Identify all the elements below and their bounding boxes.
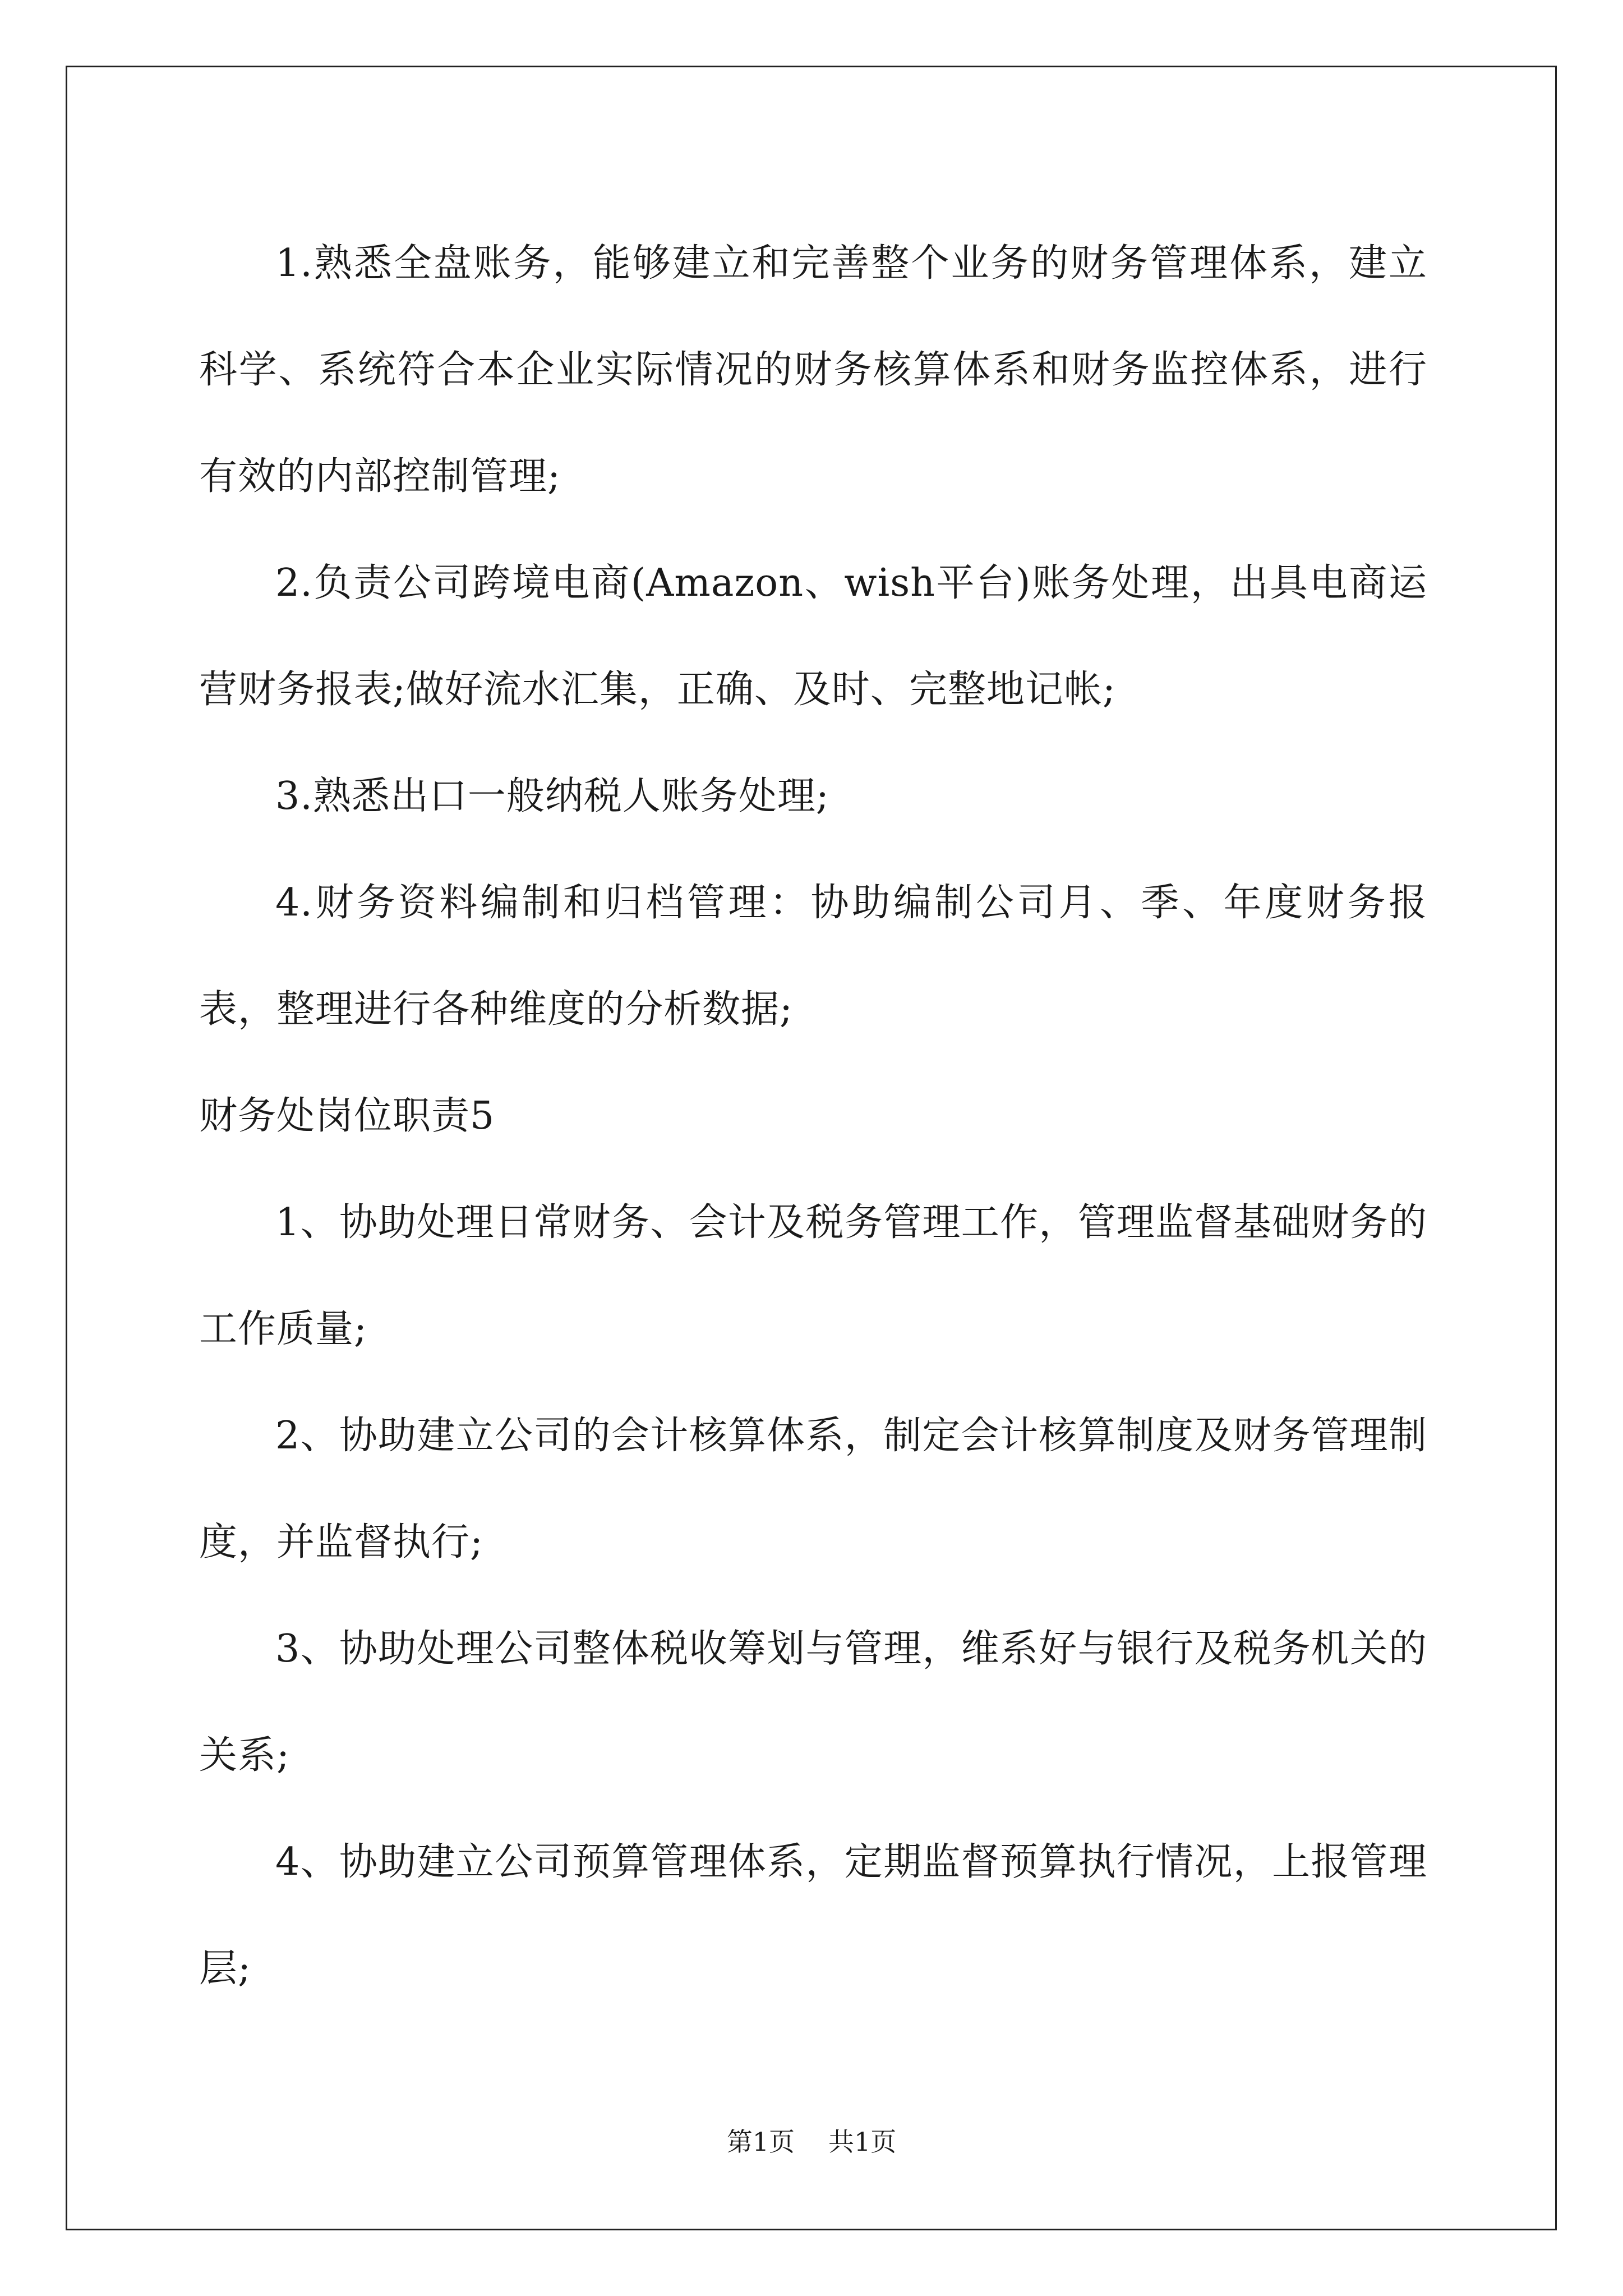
page-number: 第1页 [726, 2127, 795, 2157]
document-body [199, 210, 1427, 2022]
paragraph-7: 3、协助处理公司整体税收筹划与管理，维系好与银行及税务机关的关系; [199, 1627, 1427, 1778]
paragraph-5: 1、协助处理日常财务、会计及税务管理工作，管理监督基础财务的工作质量; [199, 1200, 1427, 1351]
paragraph-2: 2.负责公司跨境电商(Amazon、wish平台)账务处理，出具电商运营财务报表;做好流水汇集，正确、及时、完整地记帐; [199, 561, 1427, 712]
paragraph-3: 3.熟悉出口一般纳税人账务处理; [275, 774, 829, 818]
page-total: 共1页 [828, 2127, 897, 2157]
paragraph-8: 4、协助建立公司预算管理体系，定期监督预算执行情况，上报管理层; [199, 1840, 1427, 1991]
paragraph-6: 2、协助建立公司的会计核算体系，制定会计核算制度及财务管理制度，并监督执行; [199, 1414, 1427, 1565]
page-footer [0, 2125, 1623, 2159]
paragraph-1: 1.熟悉全盘账务，能够建立和完善整个业务的财务管理体系，建立科学、系统符合本企业实际情况的财务核算体系和财务监控体系，进行有效的内部控制管理; [199, 241, 1427, 499]
paragraph-4: 4.财务资料编制和归档管理：协助编制公司月、季、年度财务报表，整理进行各种维度的分析数据; [199, 881, 1427, 1032]
section-heading: 财务处岗位职责5 [199, 1094, 495, 1138]
